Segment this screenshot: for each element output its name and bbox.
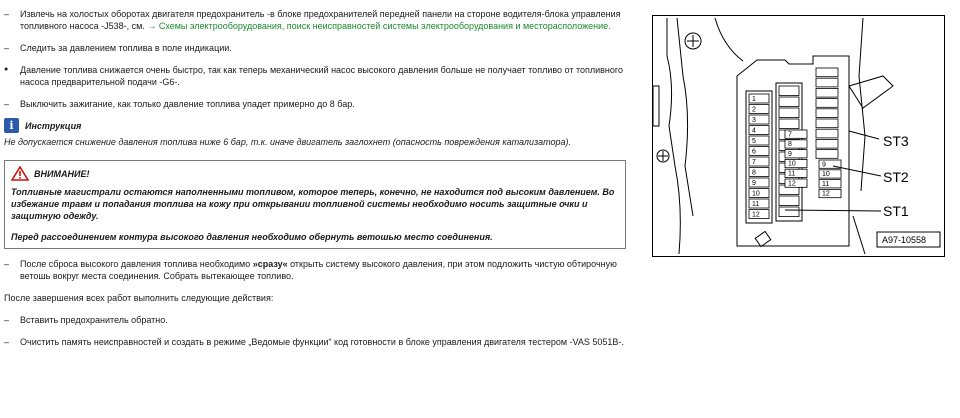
step-insert-fuse (4, 314, 628, 326)
st2-fuse-slot (779, 86, 799, 96)
st1-fuse-slot-number: 6 (752, 148, 756, 156)
step-open-system-emphasis: »сразу« (252, 259, 288, 269)
st1-fuse-slot-number: 9 (752, 180, 756, 187)
st3-fuse-upper-slot (816, 119, 838, 128)
figure-id: A97-10558 (882, 235, 927, 245)
dash-marker: – (4, 315, 10, 325)
st3-fuse-upper-slot (816, 129, 838, 138)
warning-header (11, 166, 617, 181)
step-insert-fuse-text: Вставить предохранитель обратно. (20, 315, 168, 325)
st2-fuse-numbered-slot-number: 7 (788, 131, 792, 139)
step-ignition-off (4, 98, 628, 110)
st3-fuse-numbered-slot-number: 9 (822, 161, 826, 169)
st3-fuse-numbered-slot-number: 12 (822, 190, 830, 198)
step-clear-faults (4, 336, 628, 348)
step-watch-pressure (4, 42, 628, 54)
warning-text-connection: Перед рассоединением контура высокого давления необходимо обернуть ветошью место соединения. (11, 232, 493, 242)
st2-fuse-slot (779, 196, 799, 206)
st2-fuse-numbered-slot-number: 11 (788, 170, 796, 178)
st2-fuse-numbered-slot-number: 12 (788, 180, 796, 188)
dash-marker: – (4, 259, 10, 269)
dash-marker: – (4, 43, 10, 53)
st3-fuse-upper-slot (816, 99, 838, 108)
st1-fuse-slot-number: 2 (752, 106, 756, 114)
step-remove-fuse (4, 8, 628, 32)
result-pressure-drop-text: Давление топлива снижается очень быстро, так как теперь механический насос высокого давления больше не получает топливо от топливного насоса предварительной подачи -G6-. (20, 65, 623, 87)
st1-fuse-slot-number: 3 (752, 117, 756, 124)
st1-fuse-slot-number: 5 (752, 138, 756, 145)
step-open-system-post: открыть систему высокого давления, при этом подложить чистую обтирочную ветошь вокруг места соединения. Собрать вытекающее топливо. (20, 259, 617, 281)
st2-fuse-numbered-slot-number: 9 (788, 150, 792, 158)
st1-fuse-slot-number: 8 (752, 169, 756, 177)
dash-marker: – (4, 99, 10, 109)
result-pressure-drop (4, 64, 628, 88)
dash-marker: – (4, 337, 10, 347)
st1-fuse-slot-number: 10 (752, 190, 760, 198)
st2-fuse-slot (779, 119, 799, 129)
step-ignition-off-text: Выключить зажигание, как только давление топлива упадет примерно до 8 бар. (20, 99, 355, 109)
warning-text: Топливные магистрали остаются наполненными топливом, которое теперь, конечно, не находится под высоким давлением. Во избежание травм и попадания топлива на кожу при открывании топливной системы необходимо носить защитные очки и защитную одежду. (11, 187, 615, 221)
fuse-box-drawing (653, 16, 944, 256)
st2-fuse-slot (779, 207, 799, 217)
note-text: Не допускается снижение давления топлива ниже 6 бар, т.к. иначе двигатель заглохнет (опасность повреждения катализатора). (4, 137, 571, 147)
label-st2: ST2 (883, 169, 909, 185)
st1-fuse-slot-number: 4 (752, 127, 756, 135)
st1-fuse-slot-number: 7 (752, 159, 756, 166)
st2-fuse-numbered-slot-number: 10 (788, 160, 796, 168)
step-remove-fuse-text: Извлечь на холостых оборотах двигателя предохранитель -в блоке предохранителей передней панели на стороне водителя-блока управления топливного насоса -J538-, см. (20, 9, 621, 31)
st3-fuse-upper-slot (816, 139, 838, 148)
dash-marker: – (4, 9, 10, 19)
st1-fuse-slot-number: 1 (752, 96, 756, 103)
note-title: Инструкция (25, 120, 82, 131)
st3-fuse-upper-slot (816, 109, 838, 118)
st1-fuse-slot-number: 11 (752, 201, 760, 208)
st2-fuse-slot (779, 97, 799, 107)
st3-fuse-numbered-slot-number: 11 (822, 180, 830, 188)
st1-fuse-slot-number: 12 (752, 211, 760, 219)
st3-fuse-upper-slot (816, 88, 838, 97)
label-st3: ST3 (883, 133, 909, 149)
step-open-system (4, 258, 628, 282)
step-open-system-pre: После сброса высокого давления топлива необходимо (20, 259, 253, 269)
note-header (4, 118, 628, 133)
step-clear-faults-text: Очистить память неисправностей и создать в режиме „Ведомые функции“ код готовности в блоке управления двигателя тестером -VAS 5051B-. (20, 337, 624, 347)
fuse-box-diagram (652, 15, 945, 257)
st3-fuse-upper-slot (816, 68, 838, 77)
st3-fuse-upper-slot (816, 78, 838, 87)
wiring-diagram-link[interactable]: → Схемы электрооборудования, поиск неисправностей системы электрооборудования и месторасположение. (147, 21, 611, 31)
info-icon: i (4, 118, 19, 133)
step-watch-pressure-text: Следить за давлением топлива в поле индикации. (20, 43, 232, 53)
instruction-document (4, 8, 628, 358)
label-st1: ST1 (883, 203, 909, 219)
st3-fuse-numbered-slot-number: 10 (822, 171, 830, 179)
bullet-marker: ● (4, 66, 9, 73)
after-work-heading: После завершения всех работ выполнить следующие действия: (4, 293, 274, 303)
warning-triangle-icon (11, 166, 29, 181)
warning-box (4, 160, 626, 249)
st3-fuse-upper-slot (816, 150, 838, 159)
warning-title: ВНИМАНИЕ! (34, 168, 90, 179)
st2-fuse-slot (779, 108, 799, 118)
st2-fuse-numbered-slot-number: 8 (788, 141, 792, 149)
